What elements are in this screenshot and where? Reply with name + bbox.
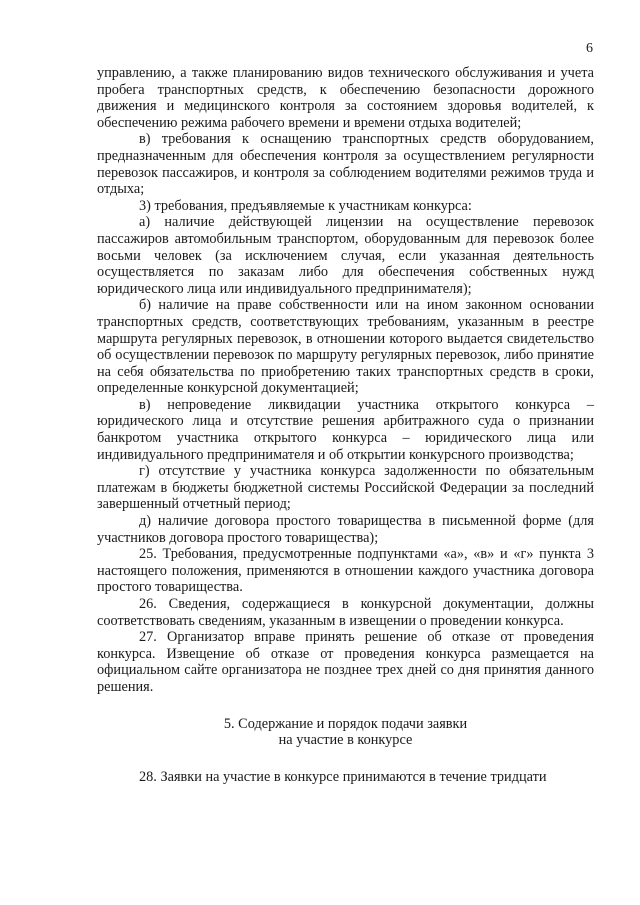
paragraph: управлению, а также планированию видов технического обслуживания и учета пробега транспортных средств, к обеспечению безопасности дорожного движения и медицинского контроля за состоянием здоровья водителей, к обеспечению режима рабочего времени и времени отдыха водителей; — [97, 65, 594, 131]
section-heading — [97, 716, 594, 749]
paragraph: в) требования к оснащению транспортных средств оборудованием, предназначенным для обеспечения контроля за осуществлением регулярности перевозок пассажиров, и контроля за соблюдением водителями режимов труда и отдыха; — [97, 131, 594, 198]
paragraph: г) отсутствие у участника конкурса задолженности по обязательным платежам в бюджеты бюджетной системы Российской Федерации за последний завершенный отчетный период; — [97, 463, 594, 513]
paragraph: а) наличие действующей лицензии на осуществление перевозок пассажиров автомобильным транспортом, оборудованным для перевозок более восьми человек (за исключением случая, если указанная деятельность осуществляется по заказам либо для обеспечения собственных нужд юридического лица или индивидуального предпринимателя); — [97, 214, 594, 297]
section-heading-line-2: на участие в конкурсе — [278, 732, 413, 749]
paragraph: 3) требования, предъявляемые к участникам конкурса: — [139, 197, 472, 214]
section-heading-line-1: 5. Содержание и порядок подачи заявки — [223, 715, 468, 732]
paragraph: в) непроведение ликвидации участника открытого конкурса – юридического лица и отсутствие решения арбитражного суда о признании банкротом участника открытого конкурса – юридического лица или индивидуального предпринимателя и об открытии конкурсного производства; — [97, 396, 594, 463]
paragraph: б) наличие на праве собственности или на ином законном основании транспортных средств, соответствующих требованиям, указанным в реестре маршрута регулярных перевозок, в отношении которого выдается свидетельство об осуществлении перевозок по маршруту регулярных перевозок, либо принятие на себя обязательства по приобретению таких транспортных средств в сроки, определенные конкурсной документацией; — [97, 297, 594, 397]
paragraph: 27. Организатор вправе принять решение об отказе от проведения конкурса. Извещение об отказе от проведения конкурса размещается на официальном сайте организатора не позднее трех дней со дня принятия данного решения. — [97, 629, 594, 695]
page-number: 6 — [586, 41, 593, 56]
paragraph: 28. Заявки на участие в конкурсе принимаются в течение тридцати — [139, 768, 547, 785]
paragraph: д) наличие договора простого товарищества в письменной форме (для участников договора простого товарищества); — [97, 513, 594, 546]
paragraph: 26. Сведения, содержащиеся в конкурсной документации, должны соответствовать сведениям, указанным в извещении о проведении конкурса. — [97, 596, 594, 629]
document-body — [97, 65, 594, 785]
paragraph: 25. Требования, предусмотренные подпунктами «а», «в» и «г» пункта 3 настоящего положения, применяются в отношении каждого участника договора простого товарищества. — [97, 546, 594, 596]
